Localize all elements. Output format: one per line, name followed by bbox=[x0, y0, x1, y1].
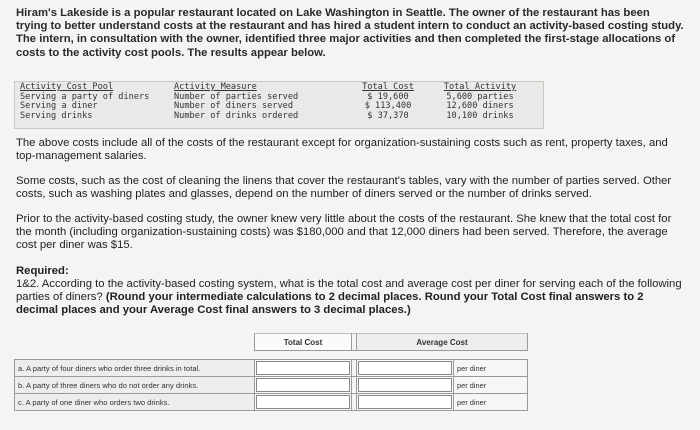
header-average-cost: Average Cost bbox=[357, 334, 528, 351]
party-description: c. A party of one diner who orders two drinks. bbox=[15, 394, 255, 411]
party-description: b. A party of three diners who do not order any drinks. bbox=[15, 377, 255, 394]
average-cost-input-a[interactable] bbox=[358, 361, 452, 375]
answer-table-header bbox=[15, 334, 528, 351]
party-description: a. A party of four diners who order three drinks in total. bbox=[15, 360, 255, 377]
activity-cost-table bbox=[20, 83, 532, 121]
question-plain: 1&2. According to the activity-based costing system, what is the total cost and average cost per diner for serving each of the following parties of diners? bbox=[16, 278, 682, 304]
average-cost-cell bbox=[357, 377, 454, 394]
average-cost-cell bbox=[357, 394, 454, 411]
total-cost-cell bbox=[255, 394, 352, 411]
header-total-cost: Total Cost bbox=[362, 82, 414, 92]
average-cost-cell bbox=[357, 360, 454, 377]
table-row bbox=[15, 377, 528, 394]
average-cost-input-b[interactable] bbox=[358, 378, 452, 392]
total-activity-cell: 5,600 parties bbox=[446, 91, 514, 102]
average-cost-input-c[interactable] bbox=[358, 395, 452, 409]
header-activity-cost-pool: Activity Cost Pool bbox=[20, 82, 114, 92]
per-diner-label: per diner bbox=[454, 377, 528, 394]
intro-text: Hiram's Lakeside is a popular restaurant located on Lake Washington in Seattle. The owner of the restaurant has been trying to better understand costs at the restaurant and has hired a student intern to conduct an activity-based costing study. The intern, in consultation with the owner, identified three major activities and then completed the first-stage allocations of costs to the activity cost pools. The results appear below. bbox=[16, 7, 684, 59]
total-cost-cell bbox=[255, 360, 352, 377]
header-activity-measure: Activity Measure bbox=[174, 82, 257, 92]
measure-cell: Number of parties served bbox=[174, 91, 299, 102]
header-total-activity: Total Activity bbox=[443, 82, 517, 92]
question-rounding-instructions: (Round your intermediate calculations to 2 decimal places. Round your Total Cost final answers to 2 decimal places and your Average Cost final answers to 3 decimal places.) bbox=[16, 291, 644, 317]
per-diner-label: per diner bbox=[454, 360, 528, 377]
total-cost-cell bbox=[255, 377, 352, 394]
measure-cell: Number of diners served bbox=[174, 101, 293, 112]
per-diner-label: per diner bbox=[454, 394, 528, 411]
measure-cell: Number of drinks ordered bbox=[174, 110, 299, 121]
cost-pool-cell: Serving a diner bbox=[20, 101, 98, 112]
total-cost-cell: $ 113,400 bbox=[364, 101, 412, 112]
required-heading: Required: bbox=[16, 265, 69, 277]
total-cost-cell: $ 19,600 bbox=[367, 91, 409, 102]
header-blank bbox=[15, 334, 255, 351]
total-cost-cell: $ 37,370 bbox=[367, 110, 409, 121]
cost-pool-cell: Serving drinks bbox=[20, 110, 93, 121]
total-cost-input-a[interactable] bbox=[256, 361, 350, 375]
header-total-cost: Total Cost bbox=[255, 334, 352, 351]
total-cost-input-c[interactable] bbox=[256, 395, 350, 409]
prior-study-note: Prior to the activity-based costing study, the owner knew very little about the costs of the restaurant. She knew that the total cost for the month (including organization-sustaining costs) was $180,000 and that 12,000 diners had been served. Therefore, the average cost per diner was $15. bbox=[16, 213, 672, 252]
cost-drivers-note: Some costs, such as the cost of cleaning the linens that cover the restaurant's tables, vary with the number of parties served. Other costs, such as washing plates and glasses, depend on the number of diners served or the number of drinks served. bbox=[16, 175, 672, 201]
answer-table bbox=[14, 333, 528, 411]
table-row bbox=[15, 394, 528, 411]
cost-pool-cell: Serving a party of diners bbox=[20, 91, 150, 102]
total-activity-cell: 12,600 diners bbox=[446, 101, 514, 112]
costs-note: The above costs include all of the costs of the restaurant except for organization-sustaining costs such as rent, property taxes, and top-management salaries. bbox=[16, 137, 668, 163]
total-cost-input-b[interactable] bbox=[256, 378, 350, 392]
question-text bbox=[16, 278, 684, 318]
total-activity-cell: 10,100 drinks bbox=[446, 110, 514, 121]
table-row bbox=[15, 360, 528, 377]
problem-intro bbox=[16, 7, 684, 60]
table-row bbox=[20, 112, 532, 122]
